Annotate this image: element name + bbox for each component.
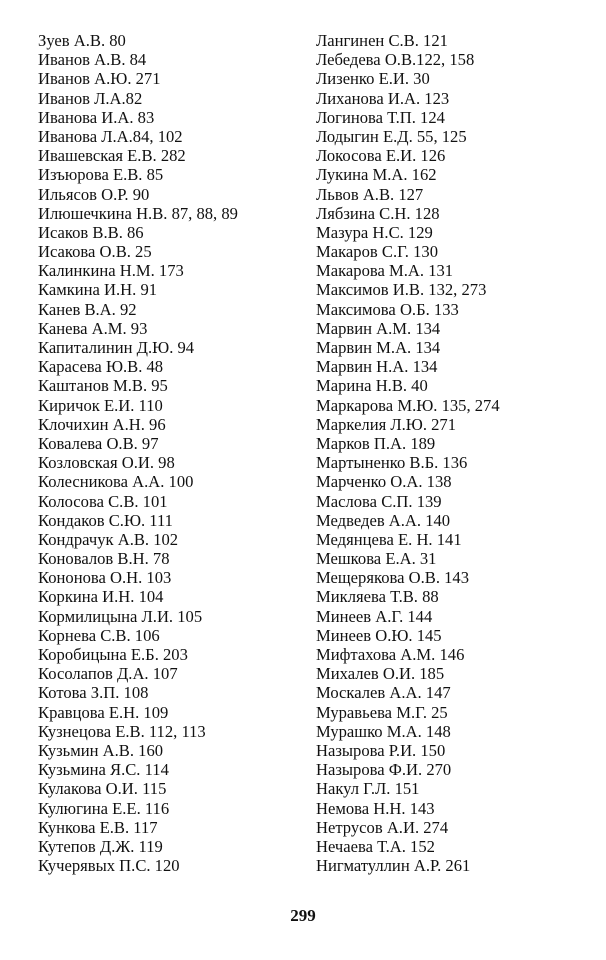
index-entry: Назырова Р.И. 150 [316,740,446,760]
index-entry: Кондрачук А.В. 102 [38,529,179,549]
index-entry: Накул Г.Л. 151 [316,779,420,799]
index-entry: Нечаева Т.А. 152 [316,836,435,856]
index-entry: Кузнецова Е.В. 112, 113 [38,721,206,741]
index-entry: Кормилицына Л.И. 105 [38,606,203,626]
index-entry: Мифтахова А.М. 146 [316,645,465,664]
index-entry: Лизенко Е.И. 30 [316,69,430,89]
index-entry: Ильясов О.Р. 90 [38,184,150,204]
index-entry: Коробицына Е.Б. 203 [38,645,188,664]
index-entry: Марвин Н.А. 134 [316,357,438,377]
index-entry: Калинкина Н.М. 173 [38,261,184,281]
index-entry: Мазура Н.С. 129 [316,222,433,242]
index-entry: Марина Н.В. 40 [316,376,428,396]
index-entry: Косолапов Д.А. 107 [38,664,178,684]
index-entry: Каштанов М.В. 95 [38,376,168,396]
index-entry: Кравцова Е.Н. 109 [38,702,169,722]
index-entry: Котова З.П. 108 [38,683,149,703]
index-entry: Кулюгина Е.Е. 116 [38,798,170,818]
index-entry: Назырова Ф.И. 270 [316,760,452,780]
index-entry: Микляева Т.В. 88 [316,587,439,607]
index-entry: Лукина М.А. 162 [316,165,437,185]
index-entry: Маслова С.П. 139 [316,491,442,511]
index-entry: Макарова М.А. 131 [316,261,454,281]
index-entry: Логинова Т.П. 124 [316,107,445,127]
index-entry: Минеев О.Ю. 145 [316,625,442,645]
index-entry: Камкина И.Н. 91 [38,280,158,300]
index-entry: Кузьмин А.В. 160 [38,740,164,760]
index-entry: Минеев А.Г. 144 [316,606,433,626]
index-entry: Колосова С.В. 101 [38,491,168,511]
index-entry: Кондаков С.Ю. 111 [38,510,173,530]
index-entry: Карасева Ю.В. 48 [38,357,164,377]
index-entry: Маркарова М.Ю. 135, 274 [316,395,500,415]
index-entry: Мещерякова О.В. 143 [316,568,470,588]
index-entry: Кононова О.Н. 103 [38,568,172,588]
index-entry: Медведев А.А. 140 [316,510,451,530]
index-entry: Максимова О.Б. 133 [316,299,459,319]
index-entry: Капиталинин Д.Ю. 94 [38,338,195,357]
index-entry: Канев В.А. 92 [38,299,137,319]
index-entry: Лиханова И.А. 123 [316,88,450,108]
index-entry: Локосова Е.И. 126 [316,146,446,166]
index-entry: Михалев О.И. 185 [316,664,445,684]
index-entry: Коркина И.Н. 104 [38,587,164,607]
author-index-right-column [316,31,596,875]
index-entry: Кутепов Д.Ж. 119 [38,836,163,856]
index-entry: Корнева С.В. 106 [38,625,160,645]
index-entry: Изъюрова Е.В. 85 [38,165,164,185]
index-entry: Мурашко М.А. 148 [316,721,451,741]
index-entry: Марков П.А. 189 [316,433,436,453]
index-entry: Медянцева Е. Н. 141 [316,529,462,549]
index-entry: Лябзина С.Н. 128 [316,203,440,223]
index-entry: Макаров С.Г. 130 [316,242,438,262]
index-entry: Лебедева О.В.122, 158 [316,50,475,70]
index-entry: Максимов И.В. 132, 273 [316,280,487,300]
index-entry: Кучерявых П.С. 120 [38,856,180,876]
index-entry: Кулакова О.И. 115 [38,779,167,799]
index-entry: Иванова Л.А.84, 102 [38,126,183,146]
index-entry: Марченко О.А. 138 [316,472,452,492]
index-entry: Маркелия Л.Ю. 271 [316,414,457,434]
index-entry: Колесникова А.А. 100 [38,472,194,492]
author-index-left-column [38,31,298,875]
index-entry: Ивашевская Е.В. 282 [38,146,186,166]
index-entry: Клочихин А.Н. 96 [38,414,166,434]
index-entry: Нетрусов А.И. 274 [316,817,449,837]
index-entry: Иванов А.Ю. 271 [38,69,161,89]
index-entry: Иванов Л.А.82 [38,88,143,108]
index-entry: Иванова И.А. 83 [38,107,155,127]
index-entry: Муравьева М.Г. 25 [316,702,448,722]
index-entry: Канева А.М. 93 [38,318,148,338]
index-entry: Нигматуллин А.Р. 261 [316,856,471,876]
index-entry: Коновалов В.Н. 78 [38,549,170,569]
index-entry: Илюшечкина Н.В. 87, 88, 89 [38,203,238,223]
index-entry: Марвин А.М. 134 [316,318,441,338]
index-entry: Мартыненко В.Б. 136 [316,453,468,473]
index-entry: Исакова О.В. 25 [38,242,152,262]
index-entry: Ковалева О.В. 97 [38,433,159,453]
index-entry: Зуев А.В. 80 [38,31,126,50]
index-entry: Козловская О.И. 98 [38,453,175,473]
index-entry: Лангинен С.В. 121 [316,31,448,50]
index-entry: Кузьмина Я.С. 114 [38,760,169,780]
index-entry: Немова Н.Н. 143 [316,798,435,818]
index-entry: Иванов А.В. 84 [38,50,147,70]
index-entry: Кункова Е.В. 117 [38,817,158,837]
index-entry: Москалев А.А. 147 [316,683,451,703]
index-entry: Киричок Е.И. 110 [38,395,163,415]
index-entry: Исаков В.В. 86 [38,222,144,242]
index-entry: Мешкова Е.А. 31 [316,549,437,569]
index-entry: Львов А.В. 127 [316,184,424,204]
index-entry: Марвин М.А. 134 [316,338,441,357]
page-number: 299 [290,906,316,925]
index-entry: Лодыгин Е.Д. 55, 125 [316,126,467,146]
